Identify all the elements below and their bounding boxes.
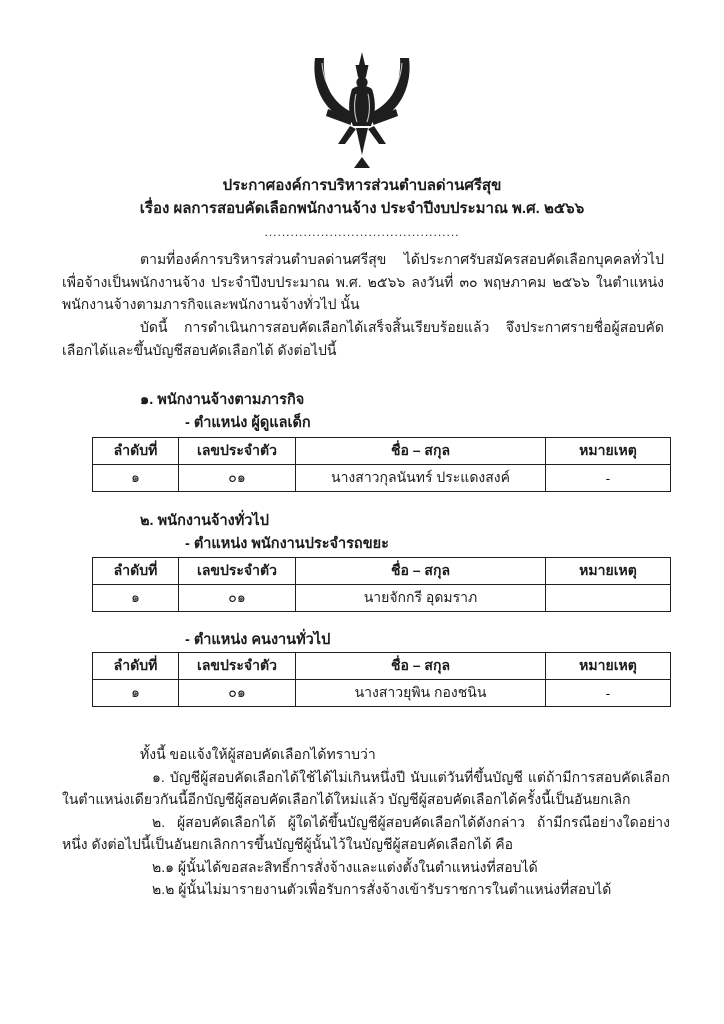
results-table-garbage-truck [92,557,671,612]
garuda-emblem-icon [310,52,414,175]
result-paragraph: บัดนี้ การดำเนินการสอบคัดเลือกได้เสร็จสิ้นเรียบร้อยแล้ว จึงประกาศรายชื่อผู้สอบคัดเลือกได้และขึ้นบัญชีสอบคัดเลือกได้ ดังต่อไปนี้ [62,319,664,358]
cell-id: ๐๑ [179,465,296,492]
announcement-title: ประกาศองค์การบริหารส่วนตำบลด่านศรีสุข [222,177,502,194]
cell-remark: - [546,465,671,492]
results-table-caretaker [92,437,671,492]
section-2-position-general-worker: - ตำแหน่ง คนงานทั่วไป [185,632,331,648]
cell-name: นางสาวยุพิน กองชนิน [296,680,546,707]
cell-order: ๑ [93,465,179,492]
table-header-row [93,438,671,465]
section-2-position-garbage-truck: - ตำแหน่ง พนักงานประจำรถขยะ [185,536,389,552]
cell-order: ๑ [93,585,179,612]
cell-remark: - [546,680,671,707]
closing-intro: ทั้งนี้ ขอแจ้งให้ผู้สอบคัดเลือกได้ทราบว่า [140,746,376,762]
col-header-order: ลำดับที่ [93,653,179,680]
section-1-heading: ๑. พนักงานจ้างตามภารกิจ [140,392,305,408]
col-header-name: ชื่อ – สกุล [296,558,546,585]
col-header-id: เลขประจำตัว [179,438,296,465]
col-header-remark: หมายเหตุ [546,653,671,680]
table-row [93,680,671,707]
closing-item-2-2: ๒.๒ ผู้นั้นไม่มารายงานตัวเพื่อรับการสั่งจ้างเข้ารับราชการในตำแหน่งที่สอบได้ [152,881,612,897]
title-block [0,174,724,241]
cell-name: นายจักกรี อุดมราภ [296,585,546,612]
col-header-remark: หมายเหตุ [546,438,671,465]
cell-name: นางสาวกุลนันทร์ ประแดงสงค์ [296,465,546,492]
col-header-name: ชื่อ – สกุล [296,438,546,465]
col-header-name: ชื่อ – สกุล [296,653,546,680]
table-header-row [93,558,671,585]
title-divider-dots: ............................................. [264,225,460,239]
col-header-remark: หมายเหตุ [546,558,671,585]
cell-id: ๐๑ [179,680,296,707]
closing-item-1: ๑. บัญชีผู้สอบคัดเลือกได้ใช้ได้ไม่เกินหนึ่งปี นับแต่วันที่ขึ้นบัญชี แต่ถ้ามีการสอบคัดเลือกในตำแหน่งเดียวกันนี้อีกบัญชีผู้สอบคัดเลือกได้ใหม่แล้ว บัญชีผู้สอบคัดเลือกได้ครั้งนี้เป็นอันยกเลิก [62,768,670,807]
closing-item-2-1: ๒.๑ ผู้นั้นได้ขอสละสิทธิ์การสั่งจ้างและแต่งตั้งในตำแหน่งที่สอบได้ [152,858,538,875]
col-header-order: ลำดับที่ [93,438,179,465]
table-row [93,465,671,492]
table-row [93,585,671,612]
section-2-heading: ๒. พนักงานจ้างทั่วไป [140,513,269,529]
closing-item-2: ๒. ผู้สอบคัดเลือกได้ ผู้ใดได้ขึ้นบัญชีผู้สอบคัดเลือกได้ดังกล่าว ถ้ามีกรณีอย่างใดอย่างหนึ่ง ดังต่อไปนี้เป็นอันยกเลิกการขึ้นบัญชีผู้นั้นไว้ในบัญชีผู้สอบคัดเลือกได้ คือ [62,813,670,852]
col-header-order: ลำดับที่ [93,558,179,585]
col-header-id: เลขประจำตัว [179,653,296,680]
col-header-id: เลขประจำตัว [179,558,296,585]
closing-block [62,743,670,901]
results-table-general-worker [92,652,671,707]
cell-order: ๑ [93,680,179,707]
intro-paragraph: ตามที่องค์การบริหารส่วนตำบลด่านศรีสุข ได้ประกาศรับสมัครสอบคัดเลือกบุคคลทั่วไป เพื่อจ้างเป็นพนักงานจ้าง ประจำปีงบประมาณ พ.ศ. ๒๕๖๖ ลงวันที่ ๓๐ พฤษภาคม ๒๕๖๖ ในตำแหน่งพนักงานจ้างตามภารกิจและพนักงานจ้างทั่วไป นั้น [62,251,664,312]
cell-remark [546,585,671,612]
announcement-subject: เรื่อง ผลการสอบคัดเลือกพนักงานจ้าง ประจำปีงบประมาณ พ.ศ. ๒๕๖๖ [139,200,585,217]
table-header-row [93,653,671,680]
cell-id: ๐๑ [179,585,296,612]
section-1-position-caretaker: - ตำแหน่ง ผู้ดูแลเด็ก [185,415,311,431]
